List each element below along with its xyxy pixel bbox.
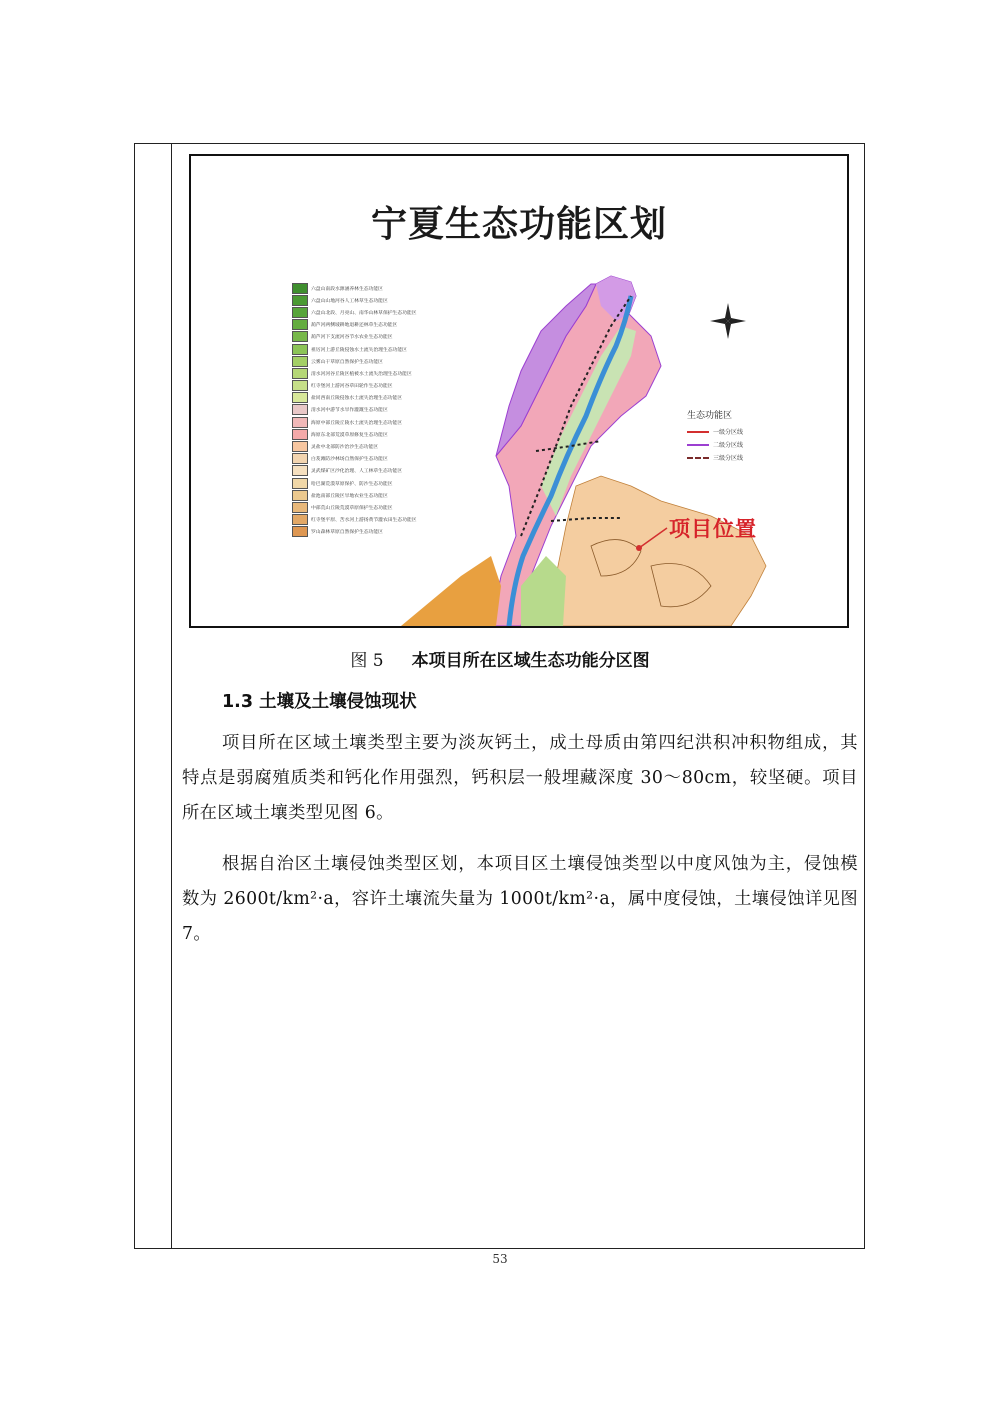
legend-swatch [292,417,308,428]
map-drawing [191,156,847,626]
eco-legend-row: 三级分区线 [687,451,743,464]
legend-item: 灵武煤矿区沙化治理、人工林草生态功能区 [292,465,462,477]
map-title: 宁夏生态功能区划 [370,204,667,245]
legend-swatch [292,429,308,440]
legend-swatch [292,526,308,537]
legend-item: 盐池南部丘陵区旱地农业生态功能区 [292,489,462,501]
legend-swatch [292,283,308,294]
legend-swatch [292,514,308,525]
legend-item: 六盘山北段、月亮山、南华山林草保护生态功能区 [292,306,462,318]
legend-swatch [292,441,308,452]
legend-swatch [292,490,308,501]
legend-swatch [292,404,308,415]
project-location-label: 项目位置 [669,517,757,541]
legend-item: 中部荒山丘陵荒漠草原保护生态功能区 [292,501,462,513]
legend-item: 灵盐中北部防沙治沙生态功能区 [292,440,462,452]
legend-line-dashed-brown [687,457,709,459]
legend-line-solid-red [687,431,709,433]
ecological-zoning-map [189,154,849,628]
legend-swatch [292,368,308,379]
figure-number: 图 5 [350,651,384,671]
legend-swatch [292,392,308,403]
eco-legend-row: 二级分区线 [687,438,743,451]
paragraph-soil-erosion: 根据自治区土壤侵蚀类型区划，本项目区土壤侵蚀类型以中度风蚀为主，侵蚀模数为 2600t/km²·a，容许土壤流失量为 1000t/km²·a，属中度侵蚀，土壤侵蚀详见图 7。 [182,854,858,944]
legend-item: 红寺堡河上游河谷草田轮作生态功能区 [292,380,462,392]
legend-item: 葫芦河两侧坡耕地退耕还林草生态功能区 [292,319,462,331]
legend-line-solid-purple [687,444,709,446]
legend-item: 清水河河谷丘陵区植被水土流失治理生态功能区 [292,367,462,379]
legend-item: 哈巴湖荒漠草原保护、防沙生态功能区 [292,477,462,489]
legend-item: 六盘山山地河谷人工林草生态功能区 [292,294,462,306]
legend-item: 清水河中游节水旱作灌溉生态功能区 [292,404,462,416]
region-orange-west [401,556,501,626]
figure-caption-text: 本项目所在区域生态功能分区图 [411,651,650,671]
eco-legend-row: 一级分区线 [687,425,743,438]
legend-swatch [292,295,308,306]
legend-swatch [292,319,308,330]
legend-swatch [292,453,308,464]
paragraph-soil-type: 项目所在区域土壤类型主要为淡灰钙土，成土母质由第四纪洪积冲积物组成，其特点是弱腐殖质类和钙化作用强烈，钙积层一般埋藏深度 30～80cm，较坚硬。项目所在区域土壤类型见图 6。 [182,733,858,823]
legend-swatch [292,380,308,391]
legend-item: 海原东北部荒漠草原修复生态功能区 [292,428,462,440]
figure-caption [0,646,1000,671]
legend-item: 白芨滩防沙林场自然保护生态功能区 [292,453,462,465]
legend-item: 红寺堡平原、苦水河上游扬黄节灌农田生态功能区 [292,514,462,526]
legend-item: 海原中部丘陵丘陵水土流失治理生态功能区 [292,416,462,428]
legend-item: 葫芦河下支流河谷节水农业生态功能区 [292,331,462,343]
table-left-column-divider [171,143,172,1249]
legend-swatch [292,478,308,489]
legend-item: 云雾山干草原自然保护生态功能区 [292,355,462,367]
project-location-marker [636,545,642,551]
map-zone-legend [292,282,462,538]
legend-swatch [292,307,308,318]
legend-swatch [292,465,308,476]
legend-swatch [292,502,308,513]
legend-item: 盐同西南丘陵侵蚀水土流失治理生态功能区 [292,392,462,404]
legend-item: 六盘山南段水源涵养林生态功能区 [292,282,462,294]
legend-item: 祖厉河上游丘陵侵蚀水土流失治理生态功能区 [292,343,462,355]
eco-boundary-legend [687,408,743,464]
eco-legend-title: 生态功能区 [687,411,733,421]
page-number: 53 [492,1252,508,1266]
compass-rose [710,303,746,339]
legend-swatch [292,344,308,355]
section-heading: 1.3 土壤及土壤侵蚀现状 [222,692,417,712]
region-tan [551,476,766,626]
legend-swatch [292,331,308,342]
legend-swatch [292,356,308,367]
legend-item: 罗山森林草原自然保护生态功能区 [292,526,462,538]
